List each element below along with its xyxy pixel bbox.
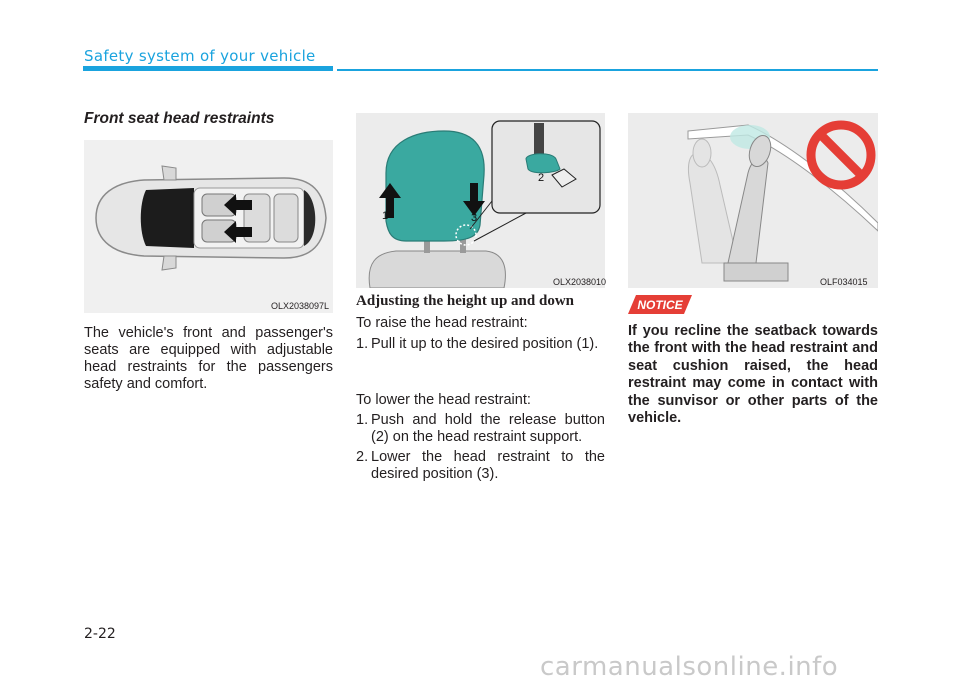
callout-1: 1 (382, 210, 389, 222)
intro-line: seats are equipped with adjustable (84, 342, 333, 358)
lower-intro: To lower the head restraint: (356, 392, 531, 408)
intro-line: safety and comfort. (84, 376, 208, 392)
header-accent-bar (83, 66, 333, 71)
head-restraint-illustration (356, 113, 605, 288)
intro-line: The vehicle's front and passenger's (84, 325, 333, 341)
step-number: 1. (356, 336, 369, 352)
figure-head-restraint (356, 113, 605, 288)
step-text: Lower the head restraint to the desired position (3). (371, 449, 605, 482)
step-number: 2. (356, 449, 369, 465)
lower-step (356, 449, 605, 483)
step-text: Push and hold the release button (2) on the head restraint support. (371, 412, 605, 445)
figure-caption: OLF034015 (820, 277, 868, 287)
figure-recline-warning (628, 113, 878, 288)
recline-warning-illustration (628, 113, 878, 288)
car-top-view-illustration (84, 140, 333, 313)
notice-badge (628, 295, 692, 314)
raise-step (356, 336, 605, 353)
watermark: carmanualsonline.info (540, 652, 839, 682)
raise-intro: To raise the head restraint: (356, 315, 528, 331)
callout-3: 3 (471, 212, 478, 224)
page-title: Front seat head restraints (84, 110, 275, 127)
intro-line: head restraints for the passengers (84, 359, 333, 375)
notice-label: NOTICE (637, 298, 683, 312)
step-text: Pull it up to the desired position (1). (371, 336, 599, 352)
step-number: 1. (356, 412, 369, 428)
lower-step (356, 412, 605, 446)
figure-caption: OLX2038010 (553, 277, 607, 287)
section-header-title: Safety system of your vehicle (84, 47, 316, 65)
page-number: 2-22 (84, 626, 116, 642)
subsection-title: Adjusting the height up and down (356, 293, 574, 309)
intro-paragraph (84, 325, 333, 393)
callout-2: 2 (538, 172, 545, 184)
figure-caption: OLX2038097L (271, 301, 330, 311)
figure-car-top-view (84, 140, 333, 313)
notice-text: If you recline the seatback towards the front with the head restraint and seat cushion raised, the head restraint may come in contact with the sunvisor or other parts of the vehicle. (628, 323, 878, 427)
header-rule (337, 69, 878, 71)
